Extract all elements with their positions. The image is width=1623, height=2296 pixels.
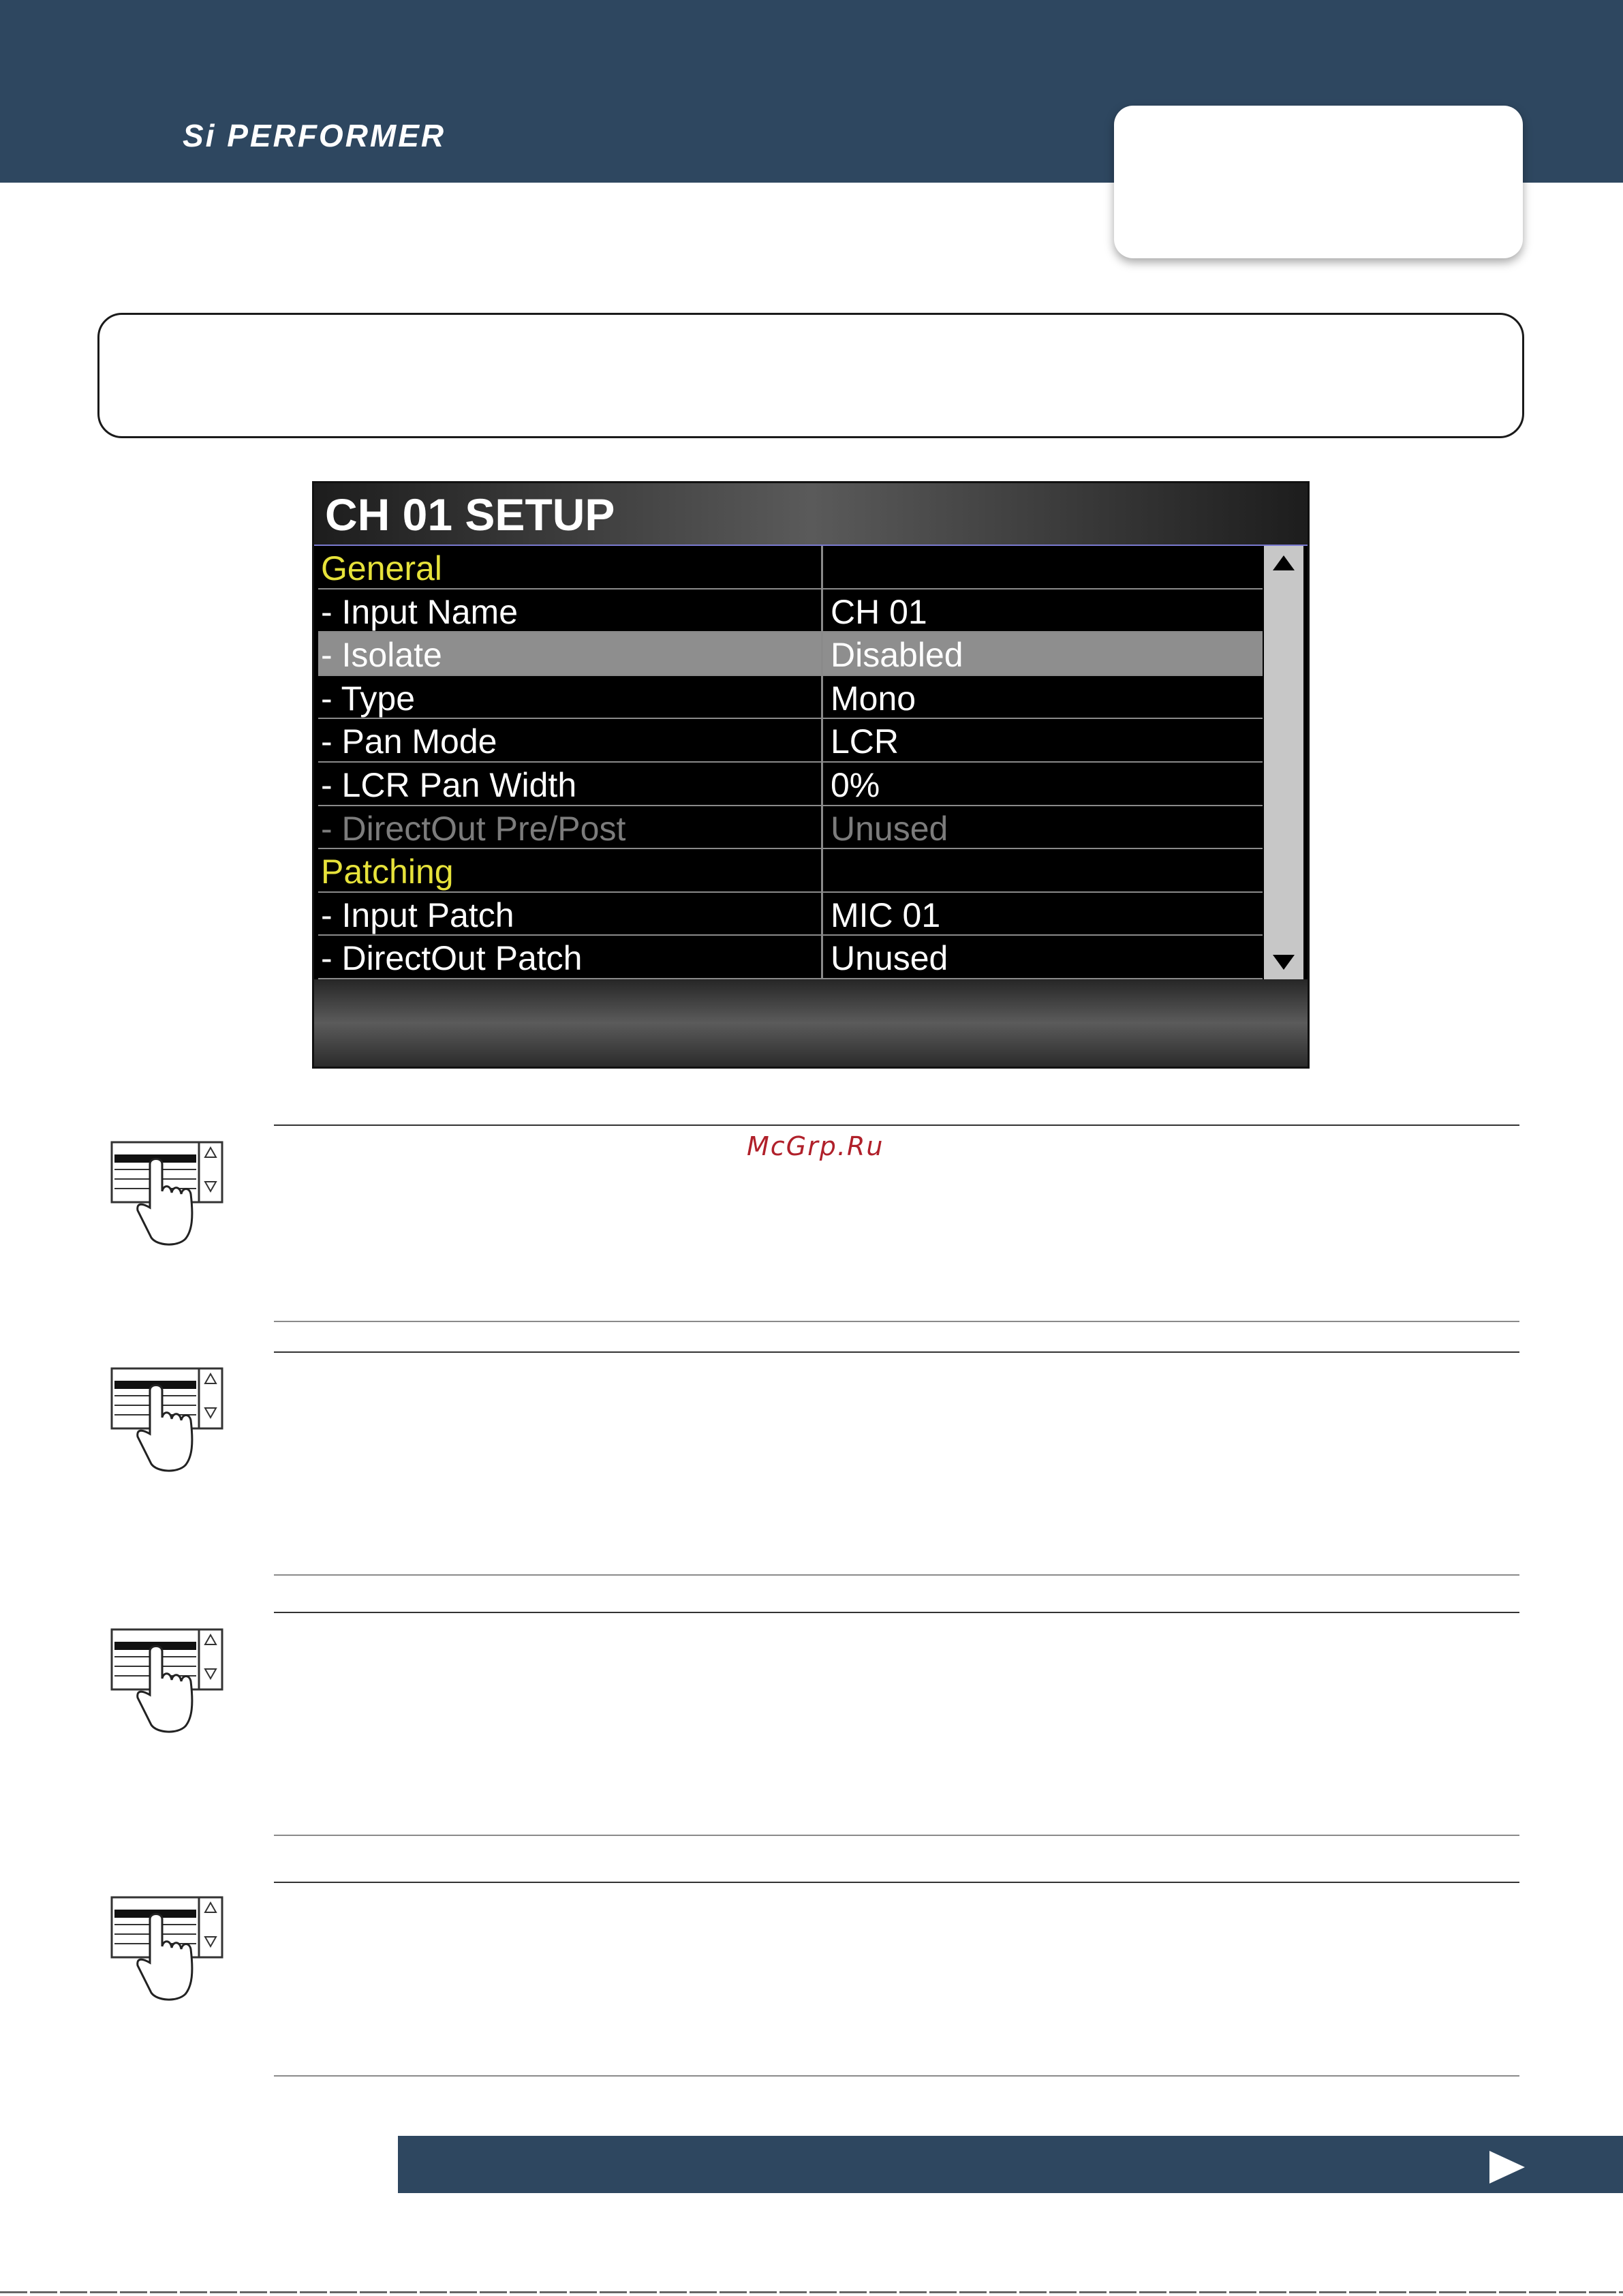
section-divider: [274, 1351, 1519, 1353]
section-divider: [274, 1321, 1519, 1322]
header-tab: [1114, 106, 1523, 258]
scrollbar[interactable]: [1264, 546, 1303, 979]
row-value: Disabled: [831, 636, 963, 675]
screen-title: CH 01 SETUP: [325, 489, 615, 540]
scroll-down-icon[interactable]: [1273, 955, 1295, 970]
bottom-rule: [0, 2291, 1623, 2293]
section-divider: [274, 1835, 1519, 1836]
section-divider: [274, 2075, 1519, 2077]
table-row[interactable]: [318, 676, 1263, 720]
row-name: - Input Patch: [321, 896, 514, 934]
column-divider: [821, 763, 823, 805]
column-divider: [821, 893, 823, 935]
table-row[interactable]: [318, 936, 1263, 979]
table-row[interactable]: [318, 546, 1263, 590]
column-divider: [821, 849, 823, 891]
row-name: - Pan Mode: [321, 722, 497, 761]
column-divider: [821, 632, 823, 675]
column-divider: [821, 719, 823, 761]
row-name: Patching: [321, 853, 454, 891]
row-value: Unused: [831, 809, 948, 848]
watermark: McGrp.Ru: [747, 1131, 884, 1161]
section-title-box: [97, 313, 1524, 438]
channel-setup-screen: [312, 481, 1310, 1069]
table-row[interactable]: [318, 849, 1263, 893]
row-name: - LCR Pan Width: [321, 766, 577, 804]
table-row[interactable]: [318, 632, 1263, 676]
column-divider: [821, 806, 823, 848]
next-page-arrow-icon[interactable]: [1489, 2151, 1525, 2184]
row-name: - Type: [321, 679, 416, 718]
row-name: - DirectOut Patch: [321, 939, 583, 978]
touch-screen-icon: [109, 1624, 228, 1743]
row-value: MIC 01: [831, 896, 941, 934]
setup-table: [318, 546, 1263, 979]
footer-band: [398, 2136, 1623, 2193]
row-value: 0%: [831, 766, 880, 804]
touch-screen-icon: [109, 1892, 228, 2011]
column-divider: [821, 676, 823, 718]
row-value: CH 01: [831, 592, 927, 631]
row-name: General: [321, 549, 442, 587]
row-value: Unused: [831, 939, 948, 978]
table-row[interactable]: [318, 763, 1263, 806]
column-divider: [821, 936, 823, 978]
section-divider: [274, 1574, 1519, 1576]
screen-title-bar: [314, 483, 1308, 546]
row-name: - DirectOut Pre/Post: [321, 809, 626, 848]
touch-screen-icon: [109, 1137, 228, 1256]
section-divider: [274, 1612, 1519, 1613]
column-divider: [821, 546, 823, 588]
table-row[interactable]: [318, 893, 1263, 936]
row-value: Mono: [831, 679, 916, 718]
table-row[interactable]: [318, 590, 1263, 633]
row-name: - Input Name: [321, 592, 519, 631]
scroll-up-icon[interactable]: [1273, 555, 1295, 570]
brand-logo: Si PERFORMER: [183, 118, 446, 153]
row-name: - Isolate: [321, 636, 442, 675]
section-divider: [274, 1882, 1519, 1883]
section-divider: [274, 1124, 1519, 1126]
table-row[interactable]: [318, 806, 1263, 850]
row-value: LCR: [831, 722, 899, 761]
touch-screen-icon: [109, 1363, 228, 1482]
table-row[interactable]: [318, 719, 1263, 763]
screen-footer: [314, 979, 1308, 1067]
column-divider: [821, 590, 823, 632]
